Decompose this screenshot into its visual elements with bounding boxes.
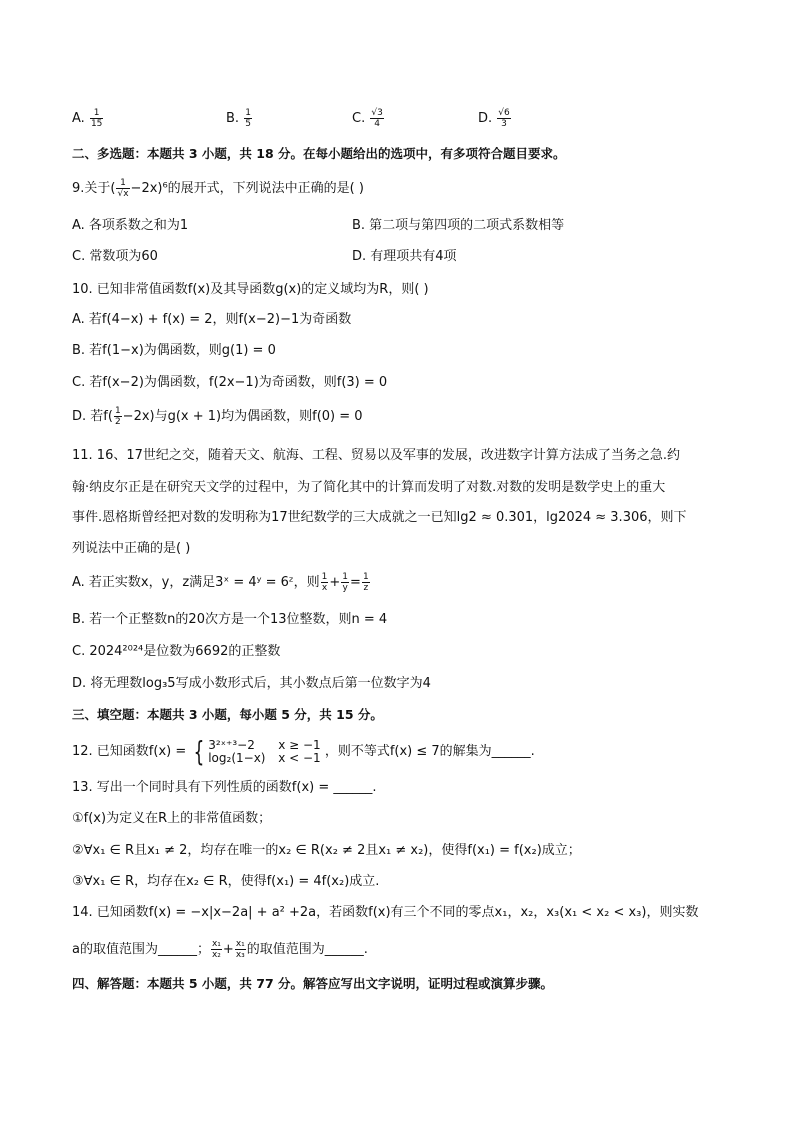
numerator: 1 (116, 178, 129, 189)
fraction (497, 108, 510, 129)
q8-option-d (478, 108, 512, 129)
option-text: A. 若正实数x，y，z满足3ˣ = 4ʸ = 6ᶻ，则 (72, 575, 320, 590)
q13-property-2: ②∀x₁ ∈ R且x₁ ≠ 2，均存在唯一的x₂ ∈ R(x₂ ≠ 2且x₁ ≠ x₂)，使得f(x₁) = f(x₂)成立； (72, 843, 581, 858)
q8-option-a (72, 108, 104, 129)
denominator: x (321, 583, 328, 593)
q10-option-c: C. 若f(x−2)为偶函数，f(2x−1)为奇函数，则f(3) = 0 (72, 375, 388, 390)
numerator: 1 (245, 108, 251, 118)
section-2-heading: 二、多选题：本题共 3 小题，共 18 分。在每小题给出的选项中，有多项符合题目要求。 (72, 146, 566, 161)
q11-option-b: B. 若一个正整数n的20次方是一个13位整数，则n = 4 (72, 612, 388, 627)
fraction (321, 572, 329, 593)
denominator: y (342, 583, 348, 593)
numerator: √3 (371, 108, 383, 118)
q9-option-a: A. 各项系数之和为1 (72, 218, 189, 233)
q11-line-2: 翰·纳皮尔正是在研究天文学的过程中，为了简化其中的计算而发明了对数.对数的发明是数学史上的重大 (72, 480, 666, 495)
fraction (341, 572, 349, 593)
operator: = (350, 575, 361, 590)
q11-option-c: C. 2024²⁰²⁴是位数为6692的正整数 (72, 644, 281, 659)
case-expression: log₂(1−x) (208, 751, 266, 765)
denominator: 4 (374, 119, 380, 129)
option-label: B. (226, 111, 240, 126)
q11-option-a (72, 572, 371, 593)
q9-option-c: C. 常数项为60 (72, 249, 158, 264)
q8-option-b (226, 108, 253, 129)
stem-text: 9.关于( (72, 181, 116, 196)
fraction (211, 939, 222, 960)
numerator: 1 (362, 572, 369, 582)
q13-stem: 13. 写出一个同时具有下列性质的函数f(x) = ______. (72, 780, 377, 795)
denominator: 5 (245, 119, 251, 129)
piecewise-cases (208, 739, 320, 765)
fraction (370, 108, 383, 129)
q11-line-4: 列说法中正确的是( ) (72, 541, 191, 556)
q10-option-a: A. 若f(4−x) + f(x) = 2，则f(x−2)−1为奇函数 (72, 312, 352, 327)
brace-icon: { (193, 735, 205, 768)
fraction (235, 939, 246, 960)
q10-option-b: B. 若f(1−x)为偶函数，则g(1) = 0 (72, 343, 276, 358)
stem-text: ，则不等式f(x) ≤ 7的解集为______. (324, 744, 535, 759)
option-text: D. 若f( (72, 409, 113, 424)
numerator: x₁ (211, 939, 221, 949)
q11-line-3: 事件.恩格斯曾经把对数的发明称为17世纪数学的三大成就之一已知lg2 ≈ 0.301，lg2024 ≈ 3.306，则下 (72, 510, 687, 525)
stem-text: a的取值范围为______； (72, 942, 210, 957)
stem-text: 的取值范围为______. (246, 942, 368, 957)
q9-option-b: B. 第二项与第四项的二项式系数相等 (352, 218, 565, 233)
denominator: √x (117, 189, 129, 199)
case-2 (208, 752, 320, 765)
numerator: 1 (114, 406, 121, 416)
fraction (114, 406, 122, 427)
numerator: x₁ (235, 939, 245, 949)
case-condition: x < −1 (278, 751, 321, 765)
stem-text: −2x)⁶的展开式，下列说法中正确的是( ) (130, 181, 364, 196)
q14-line-2 (72, 939, 368, 960)
operator: + (222, 942, 234, 957)
q9-stem (72, 178, 364, 199)
q11-option-d: D. 将无理数log₃5写成小数形式后，其小数点后第一位数字为4 (72, 676, 431, 691)
denominator: x₃ (235, 950, 245, 960)
numerator: 1 (321, 572, 328, 582)
option-label: A. (72, 111, 85, 126)
fraction (90, 108, 103, 129)
numerator: 1 (342, 572, 349, 582)
q14-line-1: 14. 已知函数f(x) = −x|x−2a| + a² +2a，若函数f(x)有三个不同的零点x₁，x₂，x₃(x₁ < x₂ < x₃)，则实数 (72, 905, 699, 920)
q12-stem (72, 735, 535, 768)
q11-line-1: 11. 16、17世纪之交，随着天文、航海、工程、贸易以及军事的发展，改进数字计算方法成了当务之急.约 (72, 448, 681, 463)
q9-option-d: D. 有理项共有4项 (352, 249, 457, 264)
case-condition: x ≥ −1 (278, 738, 321, 752)
numerator: √6 (498, 108, 510, 118)
denominator: x₂ (211, 950, 221, 960)
case-expression: 3²ˣ⁺³−2 (208, 738, 255, 752)
numerator: 1 (90, 108, 103, 119)
q13-property-3: ③∀x₁ ∈ R，均存在x₂ ∈ R，使得f(x₁) = 4f(x₂)成立. (72, 874, 380, 889)
denominator: 2 (114, 417, 121, 427)
option-text: −2x)与g(x + 1)均为偶函数，则f(0) = 0 (122, 409, 363, 424)
fraction (362, 572, 370, 593)
q13-property-1: ①f(x)为定义在R上的非常值函数； (72, 811, 272, 826)
denominator: 15 (90, 119, 103, 129)
q8-option-c (352, 108, 385, 129)
denominator: z (363, 583, 369, 593)
option-label: D. (478, 111, 493, 126)
q10-stem: 10. 已知非常值函数f(x)及其导函数g(x)的定义域均为R，则( ) (72, 282, 429, 297)
q10-option-d (72, 406, 363, 427)
option-label: C. (352, 111, 366, 126)
fraction (244, 108, 252, 129)
section-4-heading: 四、解答题：本题共 5 小题，共 77 分。解答应写出文字说明，证明过程或演算步骤。 (72, 976, 554, 991)
stem-text: 12. 已知函数f(x) = (72, 744, 187, 759)
operator: + (329, 575, 341, 590)
denominator: 3 (501, 119, 507, 129)
section-3-heading: 三、填空题：本题共 3 小题，每小题 5 分，共 15 分。 (72, 707, 383, 722)
fraction (116, 178, 129, 199)
